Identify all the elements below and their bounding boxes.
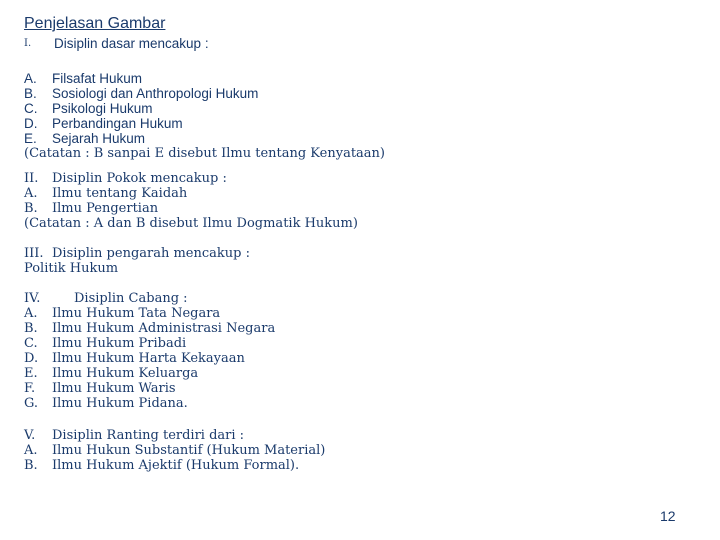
section-heading xyxy=(24,428,325,443)
page-title: Penjelasan Gambar xyxy=(24,15,166,32)
list-item: E. Sejarah Hukum xyxy=(24,131,146,146)
list-item: G. Ilmu Hukum Pidana. xyxy=(24,396,188,411)
heading-text: Disiplin pengarah mencakup : xyxy=(52,246,250,261)
list-item: F. Ilmu Hukum Waris xyxy=(24,381,176,396)
page-number: 12 xyxy=(660,508,676,524)
heading-text: Disiplin dasar mencakup : xyxy=(54,36,209,51)
list-item: B. Ilmu Hukum Ajektif (Hukum Formal). xyxy=(24,458,300,473)
section-heading xyxy=(24,246,250,261)
section-disiplin-cabang xyxy=(24,291,275,411)
roman-numeral: I. xyxy=(24,38,32,49)
list-item: E. Ilmu Hukum Keluarga xyxy=(24,366,199,381)
roman-numeral: V. xyxy=(24,428,36,443)
list-item: Politik Hukum xyxy=(24,261,119,276)
section-disiplin-ranting xyxy=(24,428,325,473)
note-text: (Catatan : B sanpai E disebut Ilmu tentang Kenyataan) xyxy=(24,146,386,161)
roman-numeral: IV. xyxy=(24,291,41,306)
roman-numeral: III. xyxy=(24,246,44,261)
section-disiplin-dasar xyxy=(24,36,385,161)
list-item: D. Perbandingan Hukum xyxy=(24,116,183,131)
list-item: D. Ilmu Hukum Harta Kekayaan xyxy=(24,351,245,366)
section-heading xyxy=(24,36,385,51)
list-item: C. Psikologi Hukum xyxy=(24,101,153,116)
section-disiplin-pengarah xyxy=(24,246,250,276)
list-item: A. Ilmu Hukum Tata Negara xyxy=(24,306,221,321)
list-item: B. Ilmu Hukum Administrasi Negara xyxy=(24,321,276,336)
heading-text: Disiplin Ranting terdiri dari : xyxy=(52,428,245,443)
section-disiplin-pokok xyxy=(24,171,358,231)
section-heading xyxy=(24,171,358,186)
heading-text: Disiplin Cabang : xyxy=(74,291,188,306)
section-heading xyxy=(24,291,275,306)
list-item: C. Ilmu Hukum Pribadi xyxy=(24,336,187,351)
heading-text: Disiplin Pokok mencakup : xyxy=(52,171,227,186)
list-item: B. Sosiologi dan Anthropologi Hukum xyxy=(24,86,259,101)
note-text: (Catatan : A dan B disebut Ilmu Dogmatik Hukum) xyxy=(24,216,358,231)
list-item: A. Ilmu tentang Kaidah xyxy=(24,186,188,201)
list-item: A. Ilmu Hukun Substantif (Hukum Material) xyxy=(24,443,326,458)
list-item: A. Filsafat Hukum xyxy=(24,71,143,86)
list-item: B. Ilmu Pengertian xyxy=(24,201,159,216)
roman-numeral: II. xyxy=(24,171,39,186)
